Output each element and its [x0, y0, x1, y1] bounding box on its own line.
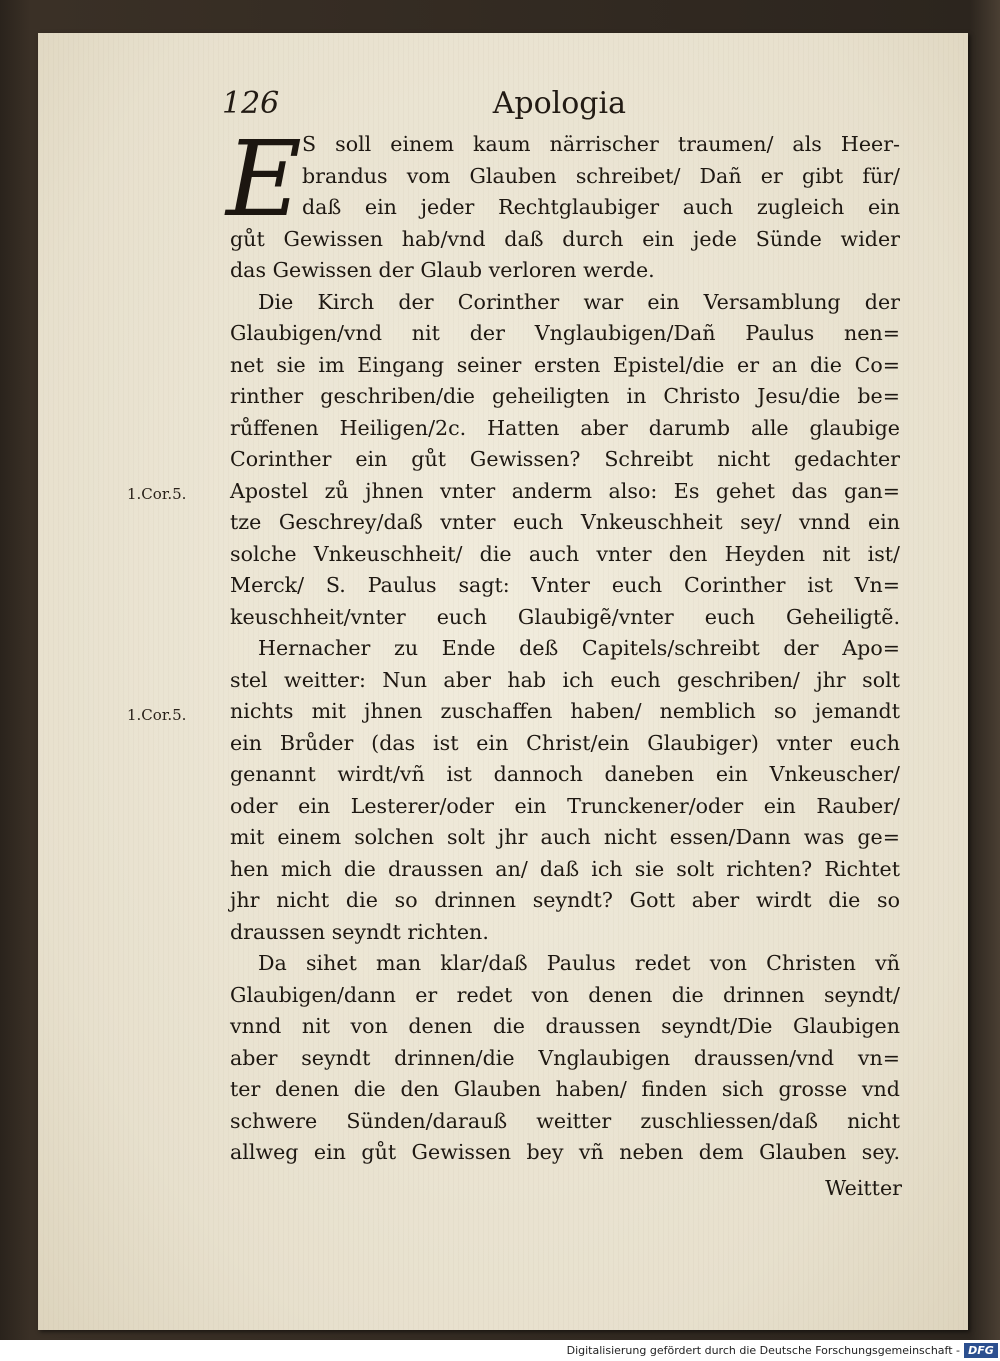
text-line: Merck/ S. Paulus sagt: Vnter euch Corinther ist Vn=	[230, 573, 900, 597]
text-line: Glaubigen/dann er redet von denen die drinnen seyndt/	[230, 982, 900, 1007]
text-line: brandus vom Glauben schreibet/ Dañ er gibt für/	[302, 163, 900, 188]
text-line: vnnd nit von denen die draussen seyndt/Die Glaubigen	[230, 1014, 900, 1038]
text-line: rinther geschriben/die geheiligten in Christo Jesu/die be=	[230, 384, 900, 408]
margin-note-reference: 1.Cor.5.	[127, 485, 187, 503]
text-line: Apostel zů jhnen vnter anderm also: Es gehet das gan=	[230, 478, 900, 503]
catchword: Weitter	[825, 1176, 902, 1200]
decorated-initial: E	[226, 118, 302, 240]
text-line: das Gewissen der Glaub verloren werde.	[230, 258, 655, 282]
text-line: schwere Sünden/darauß weitter zuschliessen/daß nicht	[230, 1108, 900, 1133]
margin-note-reference: 1.Cor.5.	[127, 706, 187, 724]
body-text	[230, 129, 900, 1169]
text-line: gůt Gewissen hab/vnd daß durch ein jede Sünde wider	[230, 226, 900, 251]
text-line: jhr nicht die so drinnen seyndt? Gott aber wirdt die so	[230, 888, 900, 912]
text-line: Die Kirch der Corinther war ein Versamblung der	[258, 289, 900, 314]
text-line: solche Vnkeuschheit/ die auch vnter den Heyden nit ist/	[230, 541, 900, 566]
text-line: oder ein Lesterer/oder ein Trunckener/oder ein Rauber/	[230, 793, 900, 818]
text-line: draussen seyndt richten.	[230, 919, 489, 944]
text-line: net sie im Eingang seiner ersten Epistel/die er an die Co=	[230, 352, 900, 377]
dfg-logo: DFG	[964, 1343, 998, 1358]
running-title: Apologia	[492, 86, 626, 121]
text-line: allweg ein gůt Gewissen bey vñ neben dem Glauben sey.	[230, 1140, 900, 1164]
text-line: mit einem solchen solt jhr auch nicht essen/Dann was ge=	[230, 825, 900, 849]
text-line: daß ein jeder Rechtglaubiger auch zugleich ein	[302, 195, 900, 219]
text-line: Hernacher zu Ende deß Capitels/schreibt der Apo=	[258, 636, 900, 660]
text-line: hen mich die draussen an/ daß ich sie solt richten? Richtet	[230, 856, 900, 881]
text-line: genannt wirdt/vñ ist dannoch daneben ein Vnkeuscher/	[230, 762, 900, 786]
digitization-credit: Digitalisierung gefördert durch die Deutsche Forschungsgemeinschaft -	[566, 1344, 960, 1357]
text-line: aber seyndt drinnen/die Vnglaubigen draussen/vnd vn=	[230, 1045, 900, 1070]
text-line: Da sihet man klar/daß Paulus redet von Christen vñ	[258, 951, 900, 975]
text-line: S soll einem kaum närrischer traumen/ als Heer-	[302, 132, 900, 156]
text-line: tze Geschrey/daß vnter euch Vnkeuschheit sey/ vnnd ein	[230, 510, 900, 534]
page-number: 126	[222, 86, 280, 121]
text-line: stel weitter: Nun aber hab ich euch geschriben/ jhr solt	[230, 667, 900, 692]
text-line: Glaubigen/vnd nit der Vnglaubigen/Dañ Paulus nen=	[230, 321, 900, 345]
text-line: Corinther ein gůt Gewissen? Schreibt nicht gedachter	[230, 447, 900, 471]
text-line: růffenen Heiligen/2c. Hatten aber darumb alle glaubige	[230, 415, 900, 440]
text-line: ter denen die den Glauben haben/ finden sich grosse vnd	[230, 1077, 900, 1101]
text-line: nichts mit jhnen zuschaffen haben/ nemblich so jemandt	[230, 699, 900, 723]
text-line: keuschheit/vnter euch Glaubigẽ/vnter euch Geheiligtẽ.	[230, 604, 900, 629]
text-line: ein Brůder (das ist ein Christ/ein Glaubiger) vnter euch	[230, 730, 900, 755]
